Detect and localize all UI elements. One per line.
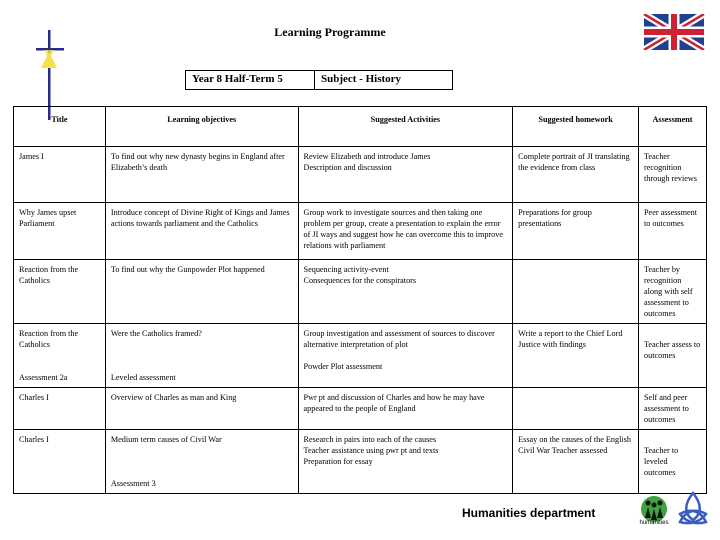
header-title: Title	[14, 107, 106, 147]
cell-homework: Complete portrait of JI translating the evidence from class	[513, 147, 639, 203]
table-row	[14, 260, 707, 324]
table-row	[14, 324, 707, 388]
cell-objectives: Overview of Charles as man and King	[105, 388, 298, 430]
cell-assessment: Teacher by recognition along with self assessment to outcomes	[639, 260, 707, 324]
cell-title: James I	[14, 147, 106, 203]
cell-activities: Review Elizabeth and introduce James Description and discussion	[298, 147, 513, 203]
cell-objectives: Were the Catholics framed? Leveled assessment	[105, 324, 298, 388]
cell-homework: Essay on the causes of the English Civil War Teacher assessed	[513, 430, 639, 494]
cell-title: Why James upset Parliament	[14, 203, 106, 260]
cell-activities: Group investigation and assessment of sources to discover alternative interpretation of plot Powder Plot assessment	[298, 324, 513, 388]
table-row	[14, 147, 707, 203]
year-label: Year 8 Half-Term 5	[186, 71, 315, 89]
header-activities: Suggested Activities	[298, 107, 513, 147]
cell-assessment: Peer assessment to outcomes	[639, 203, 707, 260]
table-row	[14, 430, 707, 494]
page-title: Learning Programme	[274, 25, 386, 39]
cell-assessment: Self and peer assessment to outcomes	[639, 388, 707, 430]
cell-title: Reaction from the Catholics	[14, 260, 106, 324]
cell-homework	[513, 388, 639, 430]
cell-assessment: Teacher to leveled outcomes	[639, 430, 707, 494]
cell-activities: Group work to investigate sources and then taking one problem per group, create a presentation to explain the error of JI ways and suggest how he can overcome this to improve relations with parliament	[298, 203, 513, 260]
table-header-row	[14, 107, 707, 147]
cell-objectives: To find out why the Gunpowder Plot happened	[105, 260, 298, 324]
cell-title: Reaction from the Catholics Assessment 2a	[14, 324, 106, 388]
cell-homework: Write a report to the Chief Lord Justice with findings	[513, 324, 639, 388]
table-row	[14, 203, 707, 260]
cell-title: Charles I	[14, 388, 106, 430]
cell-objectives: To find out why new dynasty begins in England after Elizabeth’s death	[105, 147, 298, 203]
subject-label: Subject - History	[321, 73, 402, 85]
cell-objectives: Medium term causes of Civil War Assessment 3	[105, 430, 298, 494]
header-assessment: Assessment	[639, 107, 707, 147]
table-row	[14, 388, 707, 430]
union-jack-flag-icon	[642, 14, 706, 50]
trinity-knot-logo-icon	[676, 490, 710, 526]
learning-programme-table	[13, 106, 707, 494]
humanities-logo-text: humanities	[639, 520, 669, 526]
cell-activities: Sequencing activity-event Consequences for the conspirators	[298, 260, 513, 324]
header-objectives: Learning objectives	[105, 107, 298, 147]
cell-title: Charles I	[14, 430, 106, 494]
cell-activities: Research in pairs into each of the causes Teacher assistance using pwr pt and texts Preparation for essay	[298, 430, 513, 494]
cell-assessment: Teacher recognition through reviews	[639, 147, 707, 203]
footer-department: Humanities department	[462, 506, 596, 520]
cell-assessment: Teacher assess to outcomes	[639, 324, 707, 388]
cell-homework	[513, 260, 639, 324]
cell-activities: Pwr pt and discussion of Charles and how he may have appeared to the people of England	[298, 388, 513, 430]
cell-homework: Preparations for group presentations	[513, 203, 639, 260]
header-homework: Suggested homework	[513, 107, 639, 147]
cell-objectives: Introduce concept of Divine Right of Kings and James actions towards parliament and the Catholics	[105, 203, 298, 260]
year-subject-box	[185, 70, 453, 90]
